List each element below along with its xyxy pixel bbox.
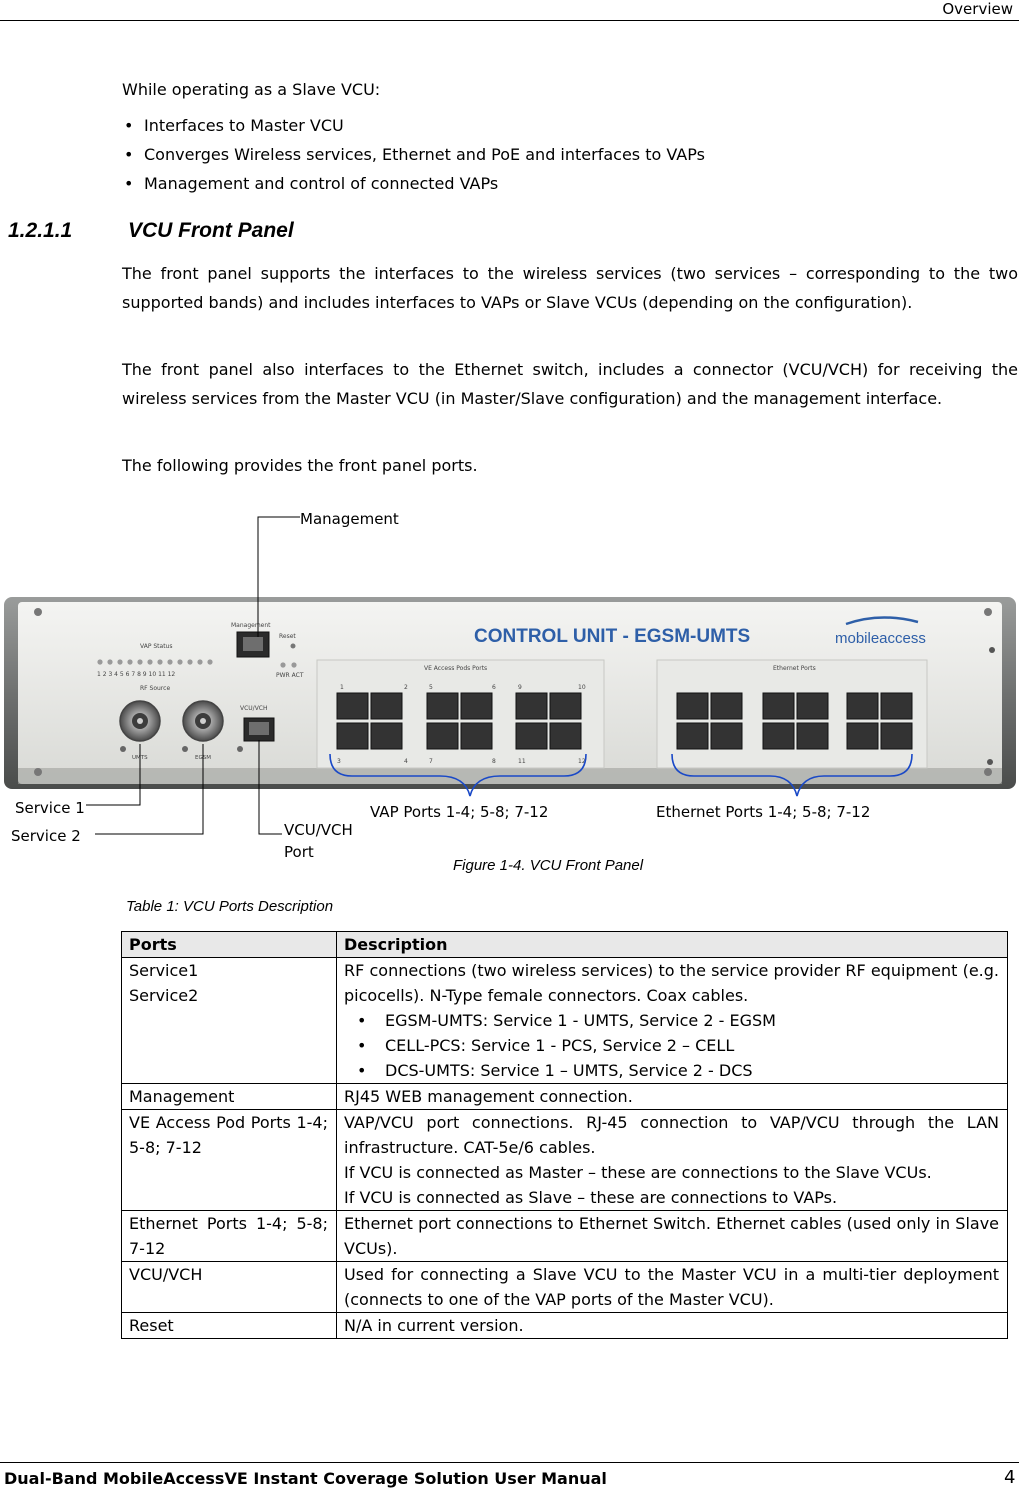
management-port-label: Management bbox=[231, 622, 271, 629]
list-item: • Interfaces to Master VCU bbox=[122, 111, 705, 140]
footer-document-title: Dual-Band MobileAccessVE Instant Coverage Solution User Manual bbox=[4, 1469, 607, 1488]
ethernet-ports-callout: Ethernet Ports 1-4; 5-8; 7-12 bbox=[656, 803, 871, 821]
list-item: • DCS-UMTS: Service 1 – UMTS, Service 2 - DCS bbox=[344, 1058, 999, 1083]
port-number: 11 bbox=[518, 758, 526, 765]
description-text: Used for connecting a Slave VCU to the Master VCU in a multi-tier deployment (connects to one of the VAP ports of the Master VCU). bbox=[344, 1265, 999, 1309]
column-header: Description bbox=[337, 932, 1008, 958]
list-item: • Management and control of connected VAPs bbox=[122, 169, 705, 198]
service-1-connector bbox=[120, 701, 160, 741]
table-row bbox=[122, 1110, 1008, 1211]
footer-rule bbox=[0, 1462, 1019, 1463]
table-row bbox=[122, 1084, 1008, 1110]
list-item: • CELL-PCS: Service 1 - PCS, Service 2 – CELL bbox=[344, 1033, 999, 1058]
description-cell bbox=[337, 1262, 1008, 1313]
band-options-list bbox=[344, 1008, 999, 1083]
intro-bullet-list bbox=[122, 111, 705, 198]
intro-lead: While operating as a Slave VCU: bbox=[122, 80, 381, 99]
reset-button bbox=[291, 644, 296, 649]
port-name: Reset bbox=[129, 1316, 174, 1335]
list-item: • Converges Wireless services, Ethernet and PoE and interfaces to VAPs bbox=[122, 140, 705, 169]
description-cell bbox=[337, 1084, 1008, 1110]
header-rule bbox=[0, 20, 1019, 21]
front-panel-figure bbox=[0, 500, 1019, 870]
ethernet-ports-panel-label: Ethernet Ports bbox=[773, 665, 816, 672]
port-number: 5 bbox=[429, 684, 433, 691]
port-cell bbox=[122, 1262, 337, 1313]
vcu-port-callout-port: Port bbox=[284, 843, 314, 861]
figure-caption: Figure 1-4. VCU Front Panel bbox=[453, 857, 644, 874]
description-text: VAP/VCU port connections. RJ-45 connection to VAP/VCU through the LAN infrastructure. CAT-5e/6 cables. bbox=[344, 1113, 999, 1157]
umts-label: UMTS bbox=[132, 755, 148, 761]
port-cell bbox=[122, 1211, 337, 1262]
port-cell bbox=[122, 958, 337, 1084]
port-number: 7 bbox=[429, 758, 433, 765]
vcu-port-callout: VCU/VCH bbox=[284, 821, 353, 839]
service-1-callout: Service 1 bbox=[15, 799, 85, 817]
port-number: 4 bbox=[404, 758, 408, 765]
port-cell bbox=[122, 1313, 337, 1339]
port-name: Service2 bbox=[129, 986, 199, 1005]
led-number-label: 1 2 3 4 5 6 7 8 9 10 11 12 bbox=[97, 671, 176, 678]
description-text: If VCU is connected as Slave – these are connections to VAPs. bbox=[344, 1188, 838, 1207]
port-number: 3 bbox=[337, 758, 341, 765]
port-name: Service1 bbox=[129, 961, 199, 980]
description-text: If VCU is connected as Master – these are connections to the Slave VCUs. bbox=[344, 1163, 932, 1182]
port-number: 12 bbox=[578, 758, 586, 765]
running-header: Overview bbox=[942, 0, 1013, 18]
panel-title: CONTROL UNIT - EGSM-UMTS bbox=[474, 626, 751, 647]
paragraph: The following provides the front panel ports. bbox=[122, 456, 478, 475]
description-cell bbox=[337, 1313, 1008, 1339]
service-2-callout: Service 2 bbox=[11, 827, 81, 845]
description-cell bbox=[337, 1211, 1008, 1262]
pwr-act-label: PWR ACT bbox=[276, 672, 304, 679]
table-row bbox=[122, 1313, 1008, 1339]
port-cell bbox=[122, 1110, 337, 1211]
table-row bbox=[122, 958, 1008, 1084]
table-row bbox=[122, 1262, 1008, 1313]
paragraph: The front panel supports the interfaces to the wireless services (two services – corresponding to the two supported bands) and includes interfaces to VAPs or Slave VCUs (depending on the configuration). bbox=[122, 264, 1018, 312]
egsm-label: EGSM bbox=[195, 755, 211, 761]
table-header-row bbox=[122, 932, 1008, 958]
reset-label: Reset bbox=[279, 633, 296, 640]
description-cell bbox=[337, 1110, 1008, 1211]
ve-access-pods-label: VE Access Pods Ports bbox=[424, 665, 488, 672]
description-text: RF connections (two wireless services) to the service provider RF equipment (e.g. picocells). N-Type female connectors. Coax cables. bbox=[344, 961, 999, 1005]
port-cell bbox=[122, 1084, 337, 1110]
port-name: VE Access Pod Ports 1-4; 5-8; 7-12 bbox=[129, 1113, 328, 1157]
vap-ports-callout: VAP Ports 1-4; 5-8; 7-12 bbox=[370, 803, 549, 821]
port-name: Management bbox=[129, 1087, 235, 1106]
section-number: 1.2.1.1 bbox=[8, 219, 73, 242]
table-caption: Table 1: VCU Ports Description bbox=[126, 898, 334, 915]
table-row bbox=[122, 1211, 1008, 1262]
vcu-ports-table bbox=[121, 931, 1008, 1339]
column-header: Ports bbox=[122, 932, 337, 958]
list-item: • EGSM-UMTS: Service 1 - UMTS, Service 2 - EGSM bbox=[344, 1008, 999, 1033]
vap-status-label: VAP Status bbox=[140, 643, 173, 650]
page-number: 4 bbox=[1004, 1467, 1016, 1488]
rf-source-label: RF Source bbox=[140, 685, 171, 692]
vcu-vch-label: VCU/VCH bbox=[240, 705, 268, 712]
port-number: 8 bbox=[492, 758, 496, 765]
port-name: Ethernet Ports 1-4; 5-8; 7-12 bbox=[129, 1214, 328, 1258]
mobileaccess-logo: mobileaccess bbox=[835, 630, 926, 647]
paragraph: The front panel also interfaces to the Ethernet switch, includes a connector (VCU/VCH) for receiving the wireless services from the Master VCU (in Master/Slave configuration) and the management interface. bbox=[122, 360, 1018, 408]
port-name: VCU/VCH bbox=[129, 1265, 203, 1284]
description-text: N/A in current version. bbox=[344, 1316, 524, 1335]
description-text: RJ45 WEB management connection. bbox=[344, 1087, 633, 1106]
management-callout: Management bbox=[300, 510, 399, 528]
port-number: 9 bbox=[518, 684, 522, 691]
description-cell bbox=[337, 958, 1008, 1084]
port-number: 10 bbox=[578, 684, 586, 691]
section-title: VCU Front Panel bbox=[128, 219, 294, 242]
port-number: 2 bbox=[404, 684, 408, 691]
description-text: Ethernet port connections to Ethernet Switch. Ethernet cables (used only in Slave VCUs). bbox=[344, 1214, 999, 1258]
port-number: 1 bbox=[340, 684, 344, 691]
service-2-connector bbox=[183, 701, 223, 741]
port-number: 6 bbox=[492, 684, 496, 691]
